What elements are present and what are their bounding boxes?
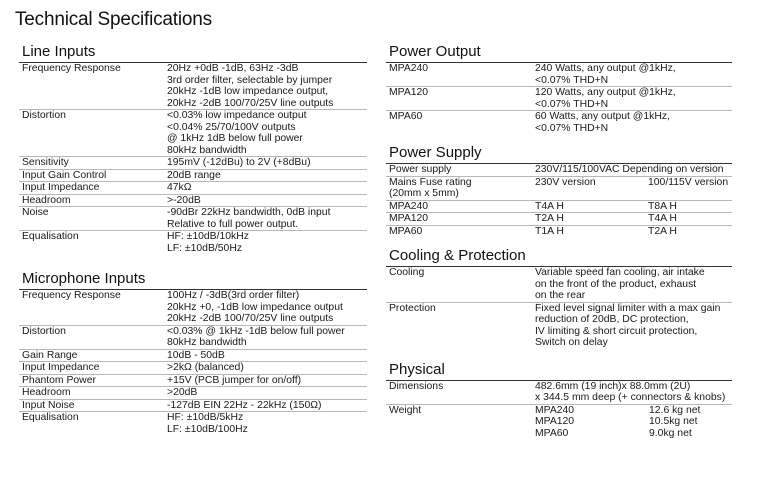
table-row [19,207,367,231]
param-value: 195mV (-12dBu) to 2V (+8dBu) [164,157,367,170]
param-label: Weight [389,404,422,416]
table-row [386,404,732,439]
param-value: <0.03% low impedance output <0.04% 25/70/100V outputs @ 1kHz 1dB below full power 80kHz bandwidth [164,110,367,157]
table-row [386,302,732,349]
param-value: 20dB range [164,169,367,182]
weight-model: MPA240 [535,404,575,416]
table-row [386,176,732,200]
table-row [19,169,367,182]
right-column [386,41,732,439]
param-label: Headroom [19,194,164,207]
table-row [386,381,732,405]
weight-value: 12.6 kg net [649,404,701,416]
physical-section [386,359,732,440]
param-value: Variable speed fan cooling, air intake on the front of the product, exhaust on the rear [532,267,732,302]
fuse-value: T2A H [648,225,677,237]
param-label: Input Impedance [19,182,164,195]
table-row [19,194,367,207]
param-value: 47kΩ [164,182,367,195]
param-label: Frequency Response [19,63,164,110]
param-value: 10dB - 50dB [164,349,367,362]
table-row [19,349,367,362]
fuse-value: T2A H [532,213,645,226]
table-row [19,325,367,349]
param-label: MPA120 [386,213,532,226]
param-value: +15V (PCB jumper for on/off) [164,374,367,387]
weight-list [532,404,732,439]
param-label: Mains Fuse rating (20mm x 5mm) [386,176,532,200]
param-label: Phantom Power [19,374,164,387]
weight-model: MPA120 [535,416,575,427]
param-label: Sensitivity [19,157,164,170]
param-label: Power supply [386,164,532,176]
param-value: 100Hz / -3dB(3rd order filter) 20kHz +0, -1dB low impedance output 20kHz -2dB 100/70/25V line outputs [164,290,367,325]
param-value: 230V/115/100VAC Depending on version [532,164,732,176]
param-value: HF: ±10dB/10kHz LF: ±10dB/50Hz [167,231,249,254]
param-label: Equalisation [22,231,79,242]
param-label: Headroom [19,387,164,400]
table-row [386,63,732,87]
table-row [19,374,367,387]
param-label: MPA240 [386,200,532,213]
param-label: Frequency Response [19,290,164,325]
weight-row [535,416,732,428]
param-label: Protection [389,302,436,314]
table-row [19,110,367,157]
weight-row [535,428,732,440]
param-label: Noise [19,207,164,231]
param-label: Equalisation [22,412,79,423]
table-row [386,225,732,237]
param-value: 120 Watts, any output @1kHz, <0.07% THD+N [532,87,732,111]
table-row [19,231,367,255]
param-value: 60 Watts, any output @1kHz, <0.07% THD+N [535,111,670,134]
weight-row [535,405,732,417]
param-value: -90dBr 22kHz bandwidth, 0dB input Relative to full power output. [164,207,367,231]
cooling-table [386,267,732,349]
microphone-inputs-title: Microphone Inputs [19,268,367,290]
table-row [19,387,367,400]
param-value: HF: ±10dB/5kHz LF: ±10dB/100Hz [167,412,248,435]
table-row [386,111,732,135]
fuse-value: T4A H [645,213,732,226]
table-row [386,87,732,111]
power-supply-title: Power Supply [386,142,732,164]
param-label: MPA240 [386,63,532,87]
microphone-inputs-section [19,268,367,435]
param-value: >20dB [164,387,367,400]
param-value: <0.03% @ 1kHz -1dB below full power 80kHz bandwidth [164,325,367,349]
power-supply-section [386,142,732,237]
param-value: >2kΩ (balanced) [164,362,367,375]
param-label: MPA60 [389,111,423,122]
table-row [19,63,367,110]
param-label: Input Noise [19,399,164,412]
table-row [19,399,367,412]
param-label: MPA120 [386,87,532,111]
table-row [386,200,732,213]
param-label: Dimensions [386,381,532,405]
param-label: Cooling [386,267,532,302]
param-label: Distortion [19,325,164,349]
param-label: Gain Range [19,349,164,362]
table-row [386,164,732,176]
table-row [19,362,367,375]
param-label: Input Impedance [19,362,164,375]
microphone-inputs-table [19,290,367,435]
weight-model: MPA60 [535,427,569,439]
power-output-title: Power Output [386,41,732,63]
param-value: 20Hz +0dB -1dB, 63Hz -3dB 3rd order filter, selectable by jumper 20kHz -1dB low impedance output, 20kHz -2dB 100/70/25V line outputs [164,63,367,110]
weight-value: 9.0kg net [649,427,692,439]
fuse-col-230: 230V version [532,176,645,200]
physical-table [386,381,732,440]
param-label: Distortion [19,110,164,157]
table-row [19,182,367,195]
table-row [386,267,732,302]
line-inputs-section [19,41,367,254]
param-label: Input Gain Control [19,169,164,182]
weight-value: 10.5kg net [649,416,698,427]
fuse-value: T1A H [535,225,564,237]
fuse-value: T4A H [532,200,645,213]
line-inputs-table [19,63,367,254]
table-row [19,290,367,325]
param-value: -127dB EIN 22Hz - 22kHz (150Ω) [164,399,367,412]
param-value: Fixed level signal limiter with a max gain reduction of 20dB, DC protection, IV limiting & short circuit protection, Switch on delay [535,302,721,348]
fuse-value: T8A H [645,200,732,213]
left-column [19,41,367,435]
fuse-col-115: 100/115V version [645,176,732,200]
cooling-title: Cooling & Protection [386,245,732,267]
physical-title: Physical [386,359,732,381]
param-value: >-20dB [164,194,367,207]
cooling-section [386,245,732,349]
param-label: MPA60 [389,225,423,237]
param-value: 240 Watts, any output @1kHz, <0.07% THD+N [532,63,732,87]
table-row [19,157,367,170]
page-title: Technical Specifications [15,9,212,30]
power-output-table [386,63,732,134]
power-supply-table [386,164,732,237]
power-output-section [386,41,732,134]
line-inputs-title: Line Inputs [19,41,367,63]
param-value: 482.6mm (19 inch)x 88.0mm (2U) x 344.5 mm deep (+ connectors & knobs) [532,381,732,405]
table-row [386,213,732,226]
table-row [19,412,367,436]
